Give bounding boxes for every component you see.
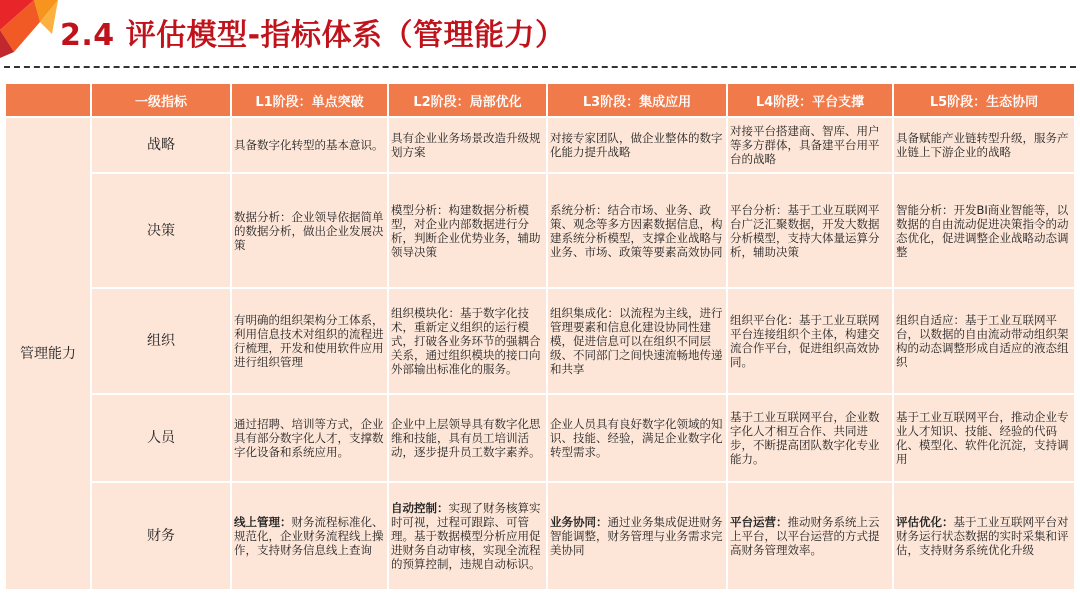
stage-description-text: 组织模块化：基于数字化技术，重新定义组织的运行模式，打破各业务环节的强耦合关系，通过组织模块的接口向外部输出标准化的服务。 (391, 306, 541, 376)
stage-description-text: 组织平台化：基于工业互联网平台连接组织个主体，构建交流合作平台，促进组织高效协同。 (730, 313, 880, 369)
table-row (6, 395, 1074, 481)
stage-lead-label: 评估优化： (896, 515, 954, 529)
header-l4: L4阶段：平台支撑 (728, 84, 892, 116)
header-indicator: 一级指标 (92, 84, 230, 116)
table-header-row (6, 84, 1074, 116)
table-row (6, 289, 1074, 393)
stage-description-text: 数据分析：企业领导依据简单的数据分析，做出企业发展决策 (234, 209, 384, 252)
header-l1: L1阶段：单点突破 (232, 84, 387, 116)
stage-description-text: 推动财务系统上云上平台，以平台运营的方式提高财务管理效率。 (730, 515, 880, 557)
stage-description-cell (232, 289, 387, 393)
indicator-name-cell: 财务 (92, 483, 230, 589)
stage-description-text: 财务流程标准化、规范化，企业财务流程线上操作，支持财务信息线上查询 (234, 515, 384, 557)
stage-description-text: 基于工业互联网平台，推动企业专业人才知识、技能、经验的代码化、模型化、软件化沉淀，支持调用 (896, 410, 1069, 466)
stage-description-text: 组织自适应：基于工业互联网平台，以数据的自由流动带动组织架构的动态调整形成自适应的液态组织 (896, 313, 1069, 369)
stage-description-cell (548, 483, 726, 589)
stage-description-text: 通过业务集成促进财务智能调整，财务管理与业务需求完美协同 (550, 515, 723, 557)
stage-description-cell (728, 118, 892, 172)
stage-description-cell (389, 483, 546, 589)
stage-description-text: 模型分析：构建数据分析模型，对企业内部数据进行分析，判断企业优势业务，辅助领导决策 (391, 202, 541, 259)
stage-description-cell (548, 118, 726, 172)
header-blank-cell (6, 84, 90, 116)
stage-lead-label: 自动控制： (391, 501, 449, 515)
stage-lead-label: 业务协同： (550, 515, 608, 529)
stage-description-text: 对接专家团队，做企业整体的数字化能力提升战略 (550, 131, 723, 159)
stage-description-text: 企业人员具有良好数字化领域的知识、技能、经验，满足企业数字化转型需求。 (550, 417, 723, 459)
page-title: 2.4 评估模型-指标体系（管理能力） (60, 18, 566, 53)
stage-description-cell (232, 483, 387, 589)
stage-description-text: 平台分析：基于工业互联网平台广泛汇聚数据，开发大数据分析模型，支持大体量运算分析，辅助决策 (730, 202, 880, 259)
stage-description-cell (728, 395, 892, 481)
stage-description-cell (728, 289, 892, 393)
stage-description-text: 基于工业互联网平台对财务运行状态数据的实时采集和评估，支持财务系统优化升级 (896, 515, 1069, 557)
table-row (6, 483, 1074, 589)
header-l2: L2阶段：局部优化 (389, 84, 546, 116)
table-row (6, 174, 1074, 287)
stage-description-text: 通过招聘、培训等方式，企业具有部分数字化人才，支撑数字化设备和系统应用。 (234, 417, 384, 459)
indicator-name-cell: 人员 (92, 395, 230, 481)
stage-description-cell (728, 483, 892, 589)
stage-description-cell (232, 174, 387, 287)
stage-description-cell (548, 289, 726, 393)
stage-description-cell (389, 395, 546, 481)
maturity-matrix-table (4, 82, 1076, 591)
category-cell: 管理能力 (6, 118, 90, 589)
indicator-name-cell: 战略 (92, 118, 230, 172)
stage-description-cell (894, 118, 1074, 172)
stage-description-cell (894, 289, 1074, 393)
stage-description-text: 对接平台搭建商、智库、用户等多方群体，具备建平台用平台的战略 (730, 124, 880, 166)
stage-description-text: 智能分析：开发BI商业智能等，以数据的自由流动促进决策指令的动态优化，促进调整企业战略动态调整 (896, 202, 1069, 259)
stage-description-cell (894, 483, 1074, 589)
header-l3: L3阶段：集成应用 (548, 84, 726, 116)
stage-description-text: 企业中上层领导具有数字化思维和技能，具有员工培训活动，逐步提升员工数字素养。 (391, 417, 541, 459)
stage-description-cell (389, 118, 546, 172)
stage-lead-label: 线上管理： (234, 515, 292, 529)
stage-description-cell (894, 174, 1074, 287)
stage-description-cell (548, 174, 726, 287)
stage-description-text: 基于工业互联网平台，企业数字化人才相互合作、共同进步，不断提高团队数字化专业能力。 (730, 410, 880, 466)
table-row (6, 118, 1074, 172)
indicator-name-cell: 决策 (92, 174, 230, 287)
stage-description-text: 有明确的组织架构分工体系，利用信息技术对组织的流程进行梳理，开发和使用软件应用进行组织管理 (234, 313, 384, 369)
stage-description-cell (548, 395, 726, 481)
stage-description-cell (389, 289, 546, 393)
stage-description-text: 具有企业业务场景改造升级规划方案 (391, 131, 541, 159)
stage-description-cell (232, 118, 387, 172)
title-divider (4, 66, 1076, 68)
logo-icon (0, 0, 60, 58)
stage-description-text: 组织集成化：以流程为主线，进行管理要素和信息化建设协同性建模，促进信息可以在组织不同层级、不同部门之间快速流畅地传递和共享 (550, 306, 723, 376)
stage-description-text: 实现了财务核算实时可视，过程可跟踪、可管理。基于数据模型分析应用促进财务自动审核，实现全流程的预算控制，违规自动标识。 (391, 501, 541, 571)
indicator-name-cell: 组织 (92, 289, 230, 393)
stage-description-text: 具备数字化转型的基本意识。 (234, 138, 384, 152)
stage-description-text: 系统分析：结合市场、业务、政策、观念等多方因素数据信息，构建系统分析模型，支撑企业战略与业务、市场、政策等要素高效协同 (550, 202, 723, 259)
stage-description-cell (389, 174, 546, 287)
stage-description-cell (232, 395, 387, 481)
stage-description-cell (894, 395, 1074, 481)
stage-description-cell (728, 174, 892, 287)
header-l5: L5阶段：生态协同 (894, 84, 1074, 116)
stage-lead-label: 平台运营： (730, 515, 788, 529)
stage-description-text: 具备赋能产业链转型升级，服务产业链上下游企业的战略 (896, 131, 1069, 159)
